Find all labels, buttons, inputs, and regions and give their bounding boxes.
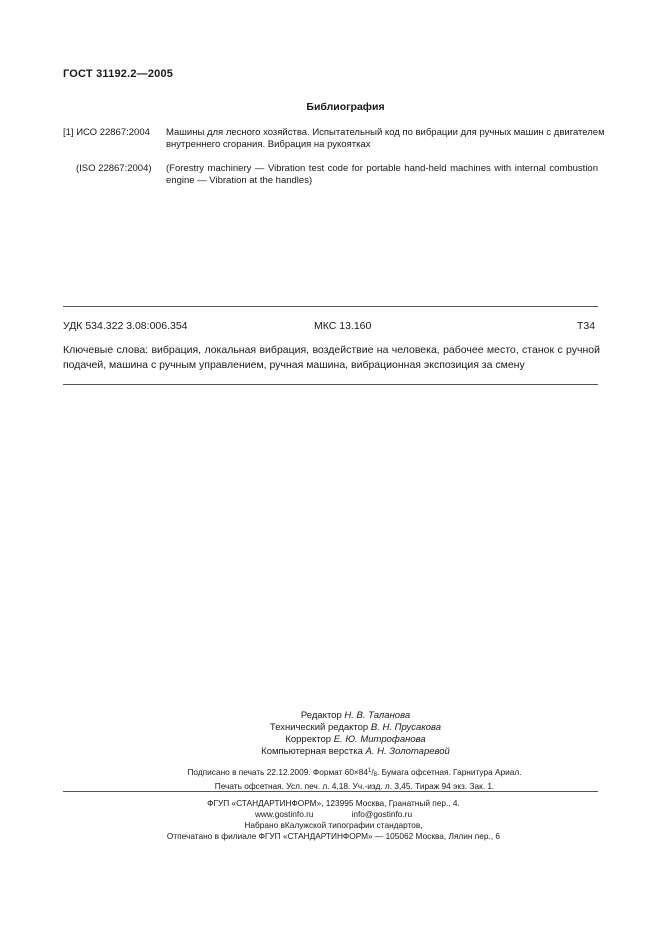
udk-code: УДК 534.322 3.08:006.354 [63, 320, 188, 332]
print-info-line: Печать офсетная. Усл. печ. л. 4,18. Уч.-изд. л. 3,45. Тираж 94 экз. Зак. 1. [214, 781, 495, 791]
document-id: ГОСТ 31192.2—2005 [63, 68, 174, 80]
credit-role: Технический редактор [269, 722, 369, 733]
credit-name: Е. Ю. Митрофанова [333, 734, 426, 745]
print-info [0, 766, 661, 792]
fraction-numerator: 1 [368, 768, 372, 774]
credit-name: Н. В. Таланова [344, 710, 411, 721]
credit-role: Компьютерная верстка [261, 746, 363, 757]
credit-role: Редактор [300, 710, 342, 721]
email-link[interactable]: info@gostinfo.ru [351, 809, 413, 819]
credit-line [50, 734, 661, 746]
mks-code: МКС 13.160 [314, 320, 372, 332]
divider [63, 791, 598, 792]
typeset-info: Набрано вКалужской типографии стандартов, [244, 820, 423, 830]
category-code: Т34 [577, 320, 596, 332]
bibliography-title: Библиография [306, 101, 385, 113]
print-info-text: Подписано в печать 22.12.2009. Формат 60×84 [187, 767, 369, 777]
credit-line [50, 722, 661, 734]
print-info-line: Подписано в печать 22.12.2009. Формат $60\times 84^1/_8$. Бумага офсетная. Гарнитура Ариал. [187, 767, 522, 778]
credit-name: В. Н. Прусакова [370, 722, 442, 733]
credit-role: Корректор [285, 734, 332, 745]
publisher-info [0, 798, 661, 842]
credit-line [50, 746, 661, 758]
credit-name: А. Н. Золотаревой [365, 746, 450, 757]
keywords: Ключевые слова: вибрация, локальная вибрация, воздействие на человека, рабочее место, станок с ручной подачей, машина с ручным управлением, ручная машина, вибрационная экспозиция за смену [63, 344, 600, 371]
publisher-address: ФГУП «СТАНДАРТИНФОРМ», 123995 Москва, Гранатный пер., 4. [207, 798, 460, 808]
divider [63, 306, 598, 307]
publisher-contacts [6, 809, 661, 820]
print-info-text: . Бумага офсетная. Гарнитура Ариал. [377, 767, 522, 777]
reference-code: [1] ИСО 22867:2004 [63, 127, 150, 138]
website-link[interactable]: www.gostinfo.ru [254, 809, 314, 819]
printed-info: Отпечатано в филиале ФГУП «СТАНДАРТИНФОРМ» — 105062 Москва, Лялин пер., 6 [166, 831, 501, 841]
fraction-denominator: 8 [373, 772, 378, 778]
divider [63, 384, 598, 385]
reference-text: (Forestry machinery — Vibration test code for portable hand-held machines with internal combustion engine — Vibration at the handles) [166, 163, 598, 186]
credit-line [50, 710, 661, 722]
reference-code: (ISO 22867:2004) [76, 163, 152, 174]
credits-block [0, 710, 661, 758]
reference-text: Машины для лесного хозяйства. Испытательный код по вибрации для ручных машин с двигателем внутреннего сгорания. Вибрация на рукоятках [166, 127, 605, 150]
